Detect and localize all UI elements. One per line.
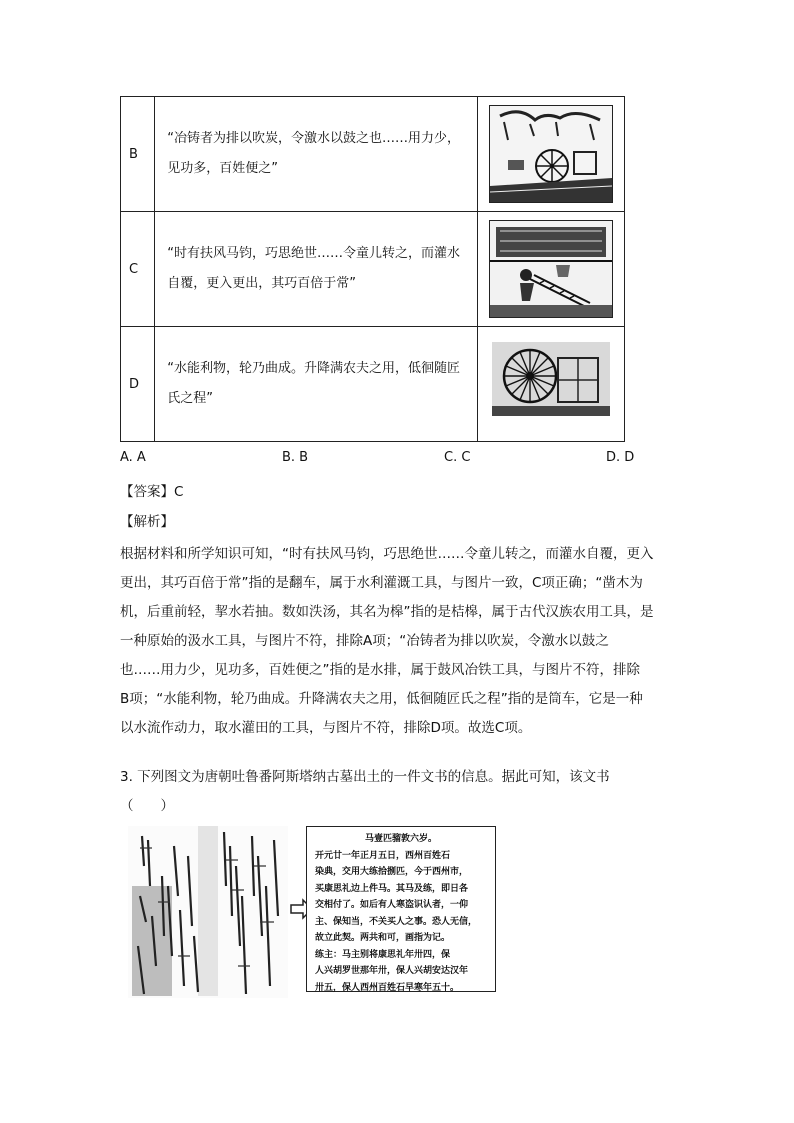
option-row-d — [121, 327, 625, 442]
choice-b: B. B — [282, 450, 309, 465]
waterwheel-bellows-picture — [489, 105, 613, 203]
choice-d: D. D — [606, 450, 635, 465]
waterwheel-bellows-icon — [490, 106, 612, 202]
analysis-line: B项；“水能利物，轮乃曲成。升降满农夫之用，低徊随匠氏之程”指的是筒车，它是一种 — [120, 691, 643, 707]
manuscript-scan — [128, 826, 288, 998]
transcript-line: 人兴胡罗世那年卅，保人兴胡安达汉年 — [315, 966, 469, 976]
option-letter: D — [121, 327, 155, 442]
choice-a: A. A — [120, 450, 146, 465]
analysis-heading: 【解析】 — [120, 514, 174, 530]
option-row-b — [121, 97, 625, 212]
option-quote: “时有扶风马钧，巧思绝世……令童儿转之，而灌水自覆，更入更出，其巧百倍于常” — [155, 212, 478, 327]
choice-c: C. C — [444, 450, 471, 465]
options-table — [120, 96, 625, 442]
water-wheel-icon — [490, 336, 612, 432]
transcript-line: 开元廿一年正月五日，西州百姓石 — [315, 850, 451, 861]
analysis-line: 一种原始的汲水工具，与图片不符，排除A项；“冶铸者为排以吹炭，令激水以鼓之 — [120, 633, 609, 649]
transcript-title: 马壹匹骝敦六岁。 — [364, 834, 437, 844]
option-letter: C — [121, 212, 155, 327]
answer-choices — [120, 450, 640, 468]
analysis-paragraph — [120, 540, 680, 743]
transcript-line: 买康思礼边上件马。其马及练，即日各 — [315, 883, 469, 894]
transcript-line: 卅五，保人西州百姓石早寒年五十。 — [315, 982, 460, 993]
option-letter: B — [121, 97, 155, 212]
option-row-c — [121, 212, 625, 327]
analysis-line: 根据材料和所学知识可知，“时有扶风马钧，巧思绝世……令童儿转之，而灌水自覆，更入 — [120, 546, 654, 562]
document-figure — [128, 826, 498, 998]
chain-pump-icon — [490, 221, 612, 317]
analysis-line: 以水流作动力，取水灌田的工具，与图片不符，排除D项。故选C项。 — [120, 720, 532, 736]
transcript-box — [306, 826, 496, 992]
question-3-blank: （ ） — [120, 798, 174, 814]
chain-pump-picture — [489, 220, 613, 318]
water-wheel-picture — [490, 336, 612, 432]
option-quote: “水能利物，轮乃曲成。升降满农夫之用，低徊随匠氏之程” — [155, 327, 478, 442]
answer-line: 【答案】C — [120, 484, 184, 500]
transcript-line: 练主：马主别将康思礼年卅四，保 — [315, 949, 451, 960]
transcript-line: 故立此契。两共和可，画指为记。 — [315, 933, 451, 943]
transcript-line: 主、保知当，不关买人之事。恐人无信， — [315, 916, 478, 927]
transcript-line: 交相付了。如后有人寒盗识认者，一仰 — [315, 900, 469, 910]
analysis-line: 更出，其巧百倍于常”指的是翻车，属于水利灌溉工具，与图片一致，C项正确；“凿木为 — [120, 575, 643, 591]
option-quote: “冶铸者为排以吹炭，令激水以鼓之也……用力少，见功多，百姓便之” — [155, 97, 478, 212]
question-3-stem: 3. 下列图文为唐朝吐鲁番阿斯塔纳古墓出土的一件文书的信息。据此可知，该文书 — [120, 769, 610, 785]
question-3 — [120, 763, 680, 821]
analysis-line: 机，后重前轻，挈水若抽。数如泆汤，其名为槔”指的是桔槔，属于古代汉族农用工具，是 — [120, 604, 654, 620]
manuscript-image-icon — [128, 826, 288, 998]
transcript-line: 染典，交用大练拾捌匹，今于西州市， — [315, 867, 469, 877]
analysis-line: 也……用力少，见功多，百姓便之”指的是水排，属于鼓风冶铁工具，与图片不符，排除 — [120, 662, 640, 678]
